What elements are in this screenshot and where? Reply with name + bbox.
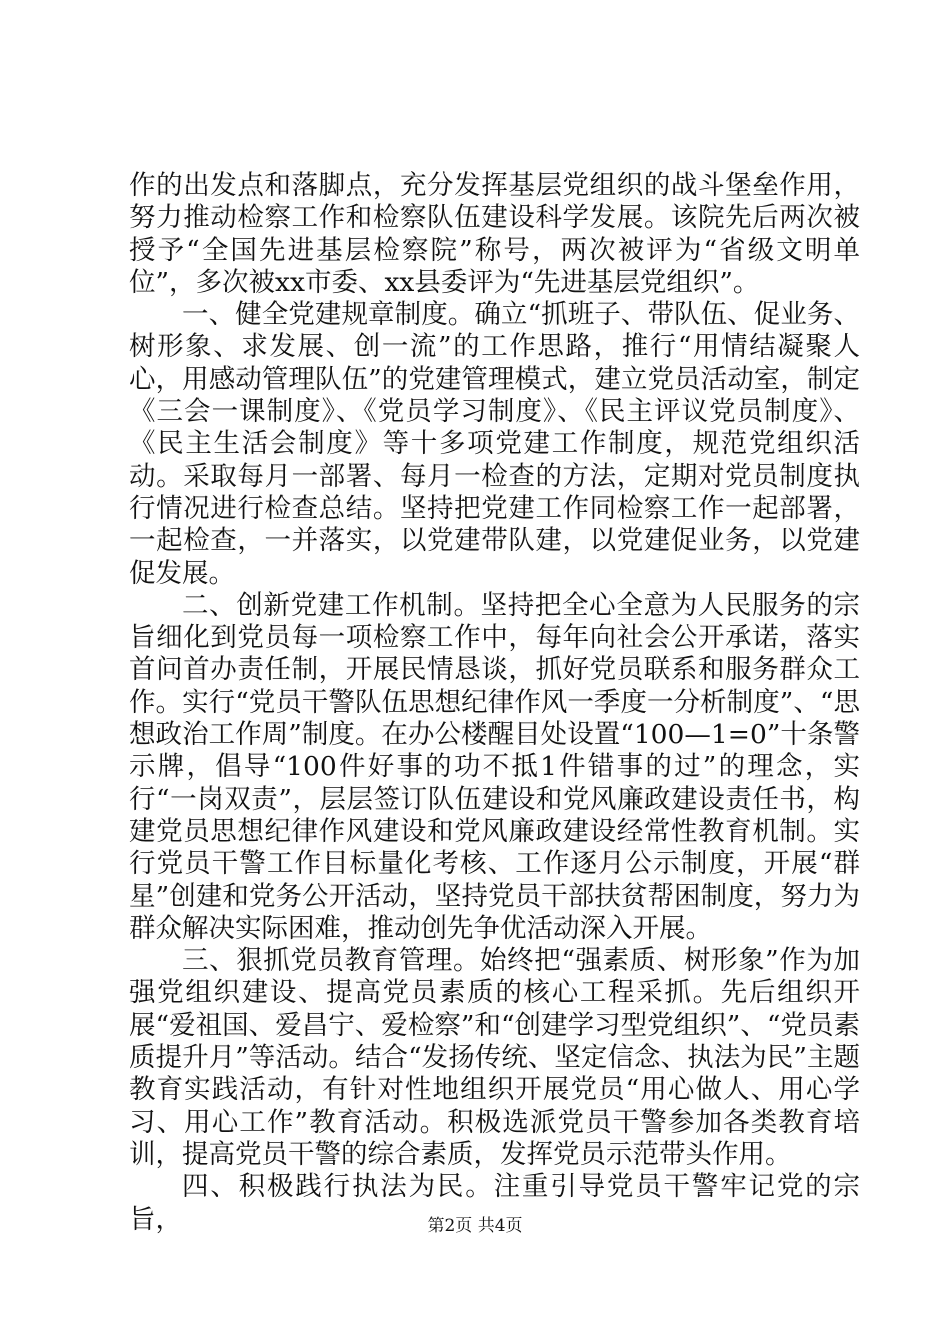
paragraph-section-4: 四、积极践行执法为民。注重引导党员干警牢记党的宗旨， bbox=[129, 1171, 860, 1235]
paragraph-section-2: 二、创新党建工作机制。坚持把全心全意为人民服务的宗旨细化到党员每一项检察工作中，每年向社会公开承诺，落实首问首办责任制，开展民情恳谈，抓好党员联系和服务群众工作。实行“党员干警队伍思想纪律作风一季度一分析制度”、“思想政治工作周”制度。在办公楼醒目处设置“100—1=0”十条警示牌，倡导“100件好事的功不抵1件错事的过”的理念，实行“一岗双责”，层层签订队伍建设和党风廉政建设责任书，构建党员思想纪律作风建设和党风廉政建设经常性教育机制。实行党员干警工作目标量化考核、工作逐月公示制度，开展“群星”创建和党务公开活动，坚持党员干部扶贫帮困制度，努力为群众解决实际困难，推动创先争优活动深入开展。 bbox=[129, 589, 860, 944]
paragraph-continuation: 作的出发点和落脚点，充分发挥基层党组织的战斗堡垒作用，努力推动检察工作和检察队伍建设科学发展。该院先后两次被授予“全国先进基层检察院”称号，两次被评为“省级文明单位”，多次被xx市委、xx县委评为“先进基层党组织”。 bbox=[129, 170, 860, 298]
page-number-label: 第2页 共4页 bbox=[427, 1216, 523, 1236]
document-body bbox=[129, 170, 860, 1236]
paragraph-section-3: 三、狠抓党员教育管理。始终把“强素质、树形象”作为加强党组织建设、提高党员素质的核心工程采抓。先后组织开展“爱祖国、爱昌宁、爱检察”和“创建学习型党组织”、“党员素质提升月”等活动。结合“发扬传统、坚定信念、执法为民”主题教育实践活动，有针对性地组织开展党员“用心做人、用心学习、用心工作”教育活动。积极选派党员干警参加各类教育培训，提高党员干警的综合素质，发挥党员示范带头作用。 bbox=[129, 945, 860, 1170]
page-footer bbox=[0, 1216, 950, 1236]
paragraph-section-1: 一、健全党建规章制度。确立“抓班子、带队伍、促业务、树形象、求发展、创一流”的工作思路，推行“用情结凝聚人心，用感动管理队伍”的党建管理模式，建立党员活动室，制定《三会一课制度》、《党员学习制度》、《民主评议党员制度》、《民主生活会制度》等十多项党建工作制度，规范党组织活动。采取每月一部署、每月一检查的方法，定期对党员制度执行情况进行检查总结。坚持把党建工作同检察工作一起部署，一起检查，一并落实，以党建带队建，以党建促业务，以党建促发展。 bbox=[129, 299, 860, 589]
